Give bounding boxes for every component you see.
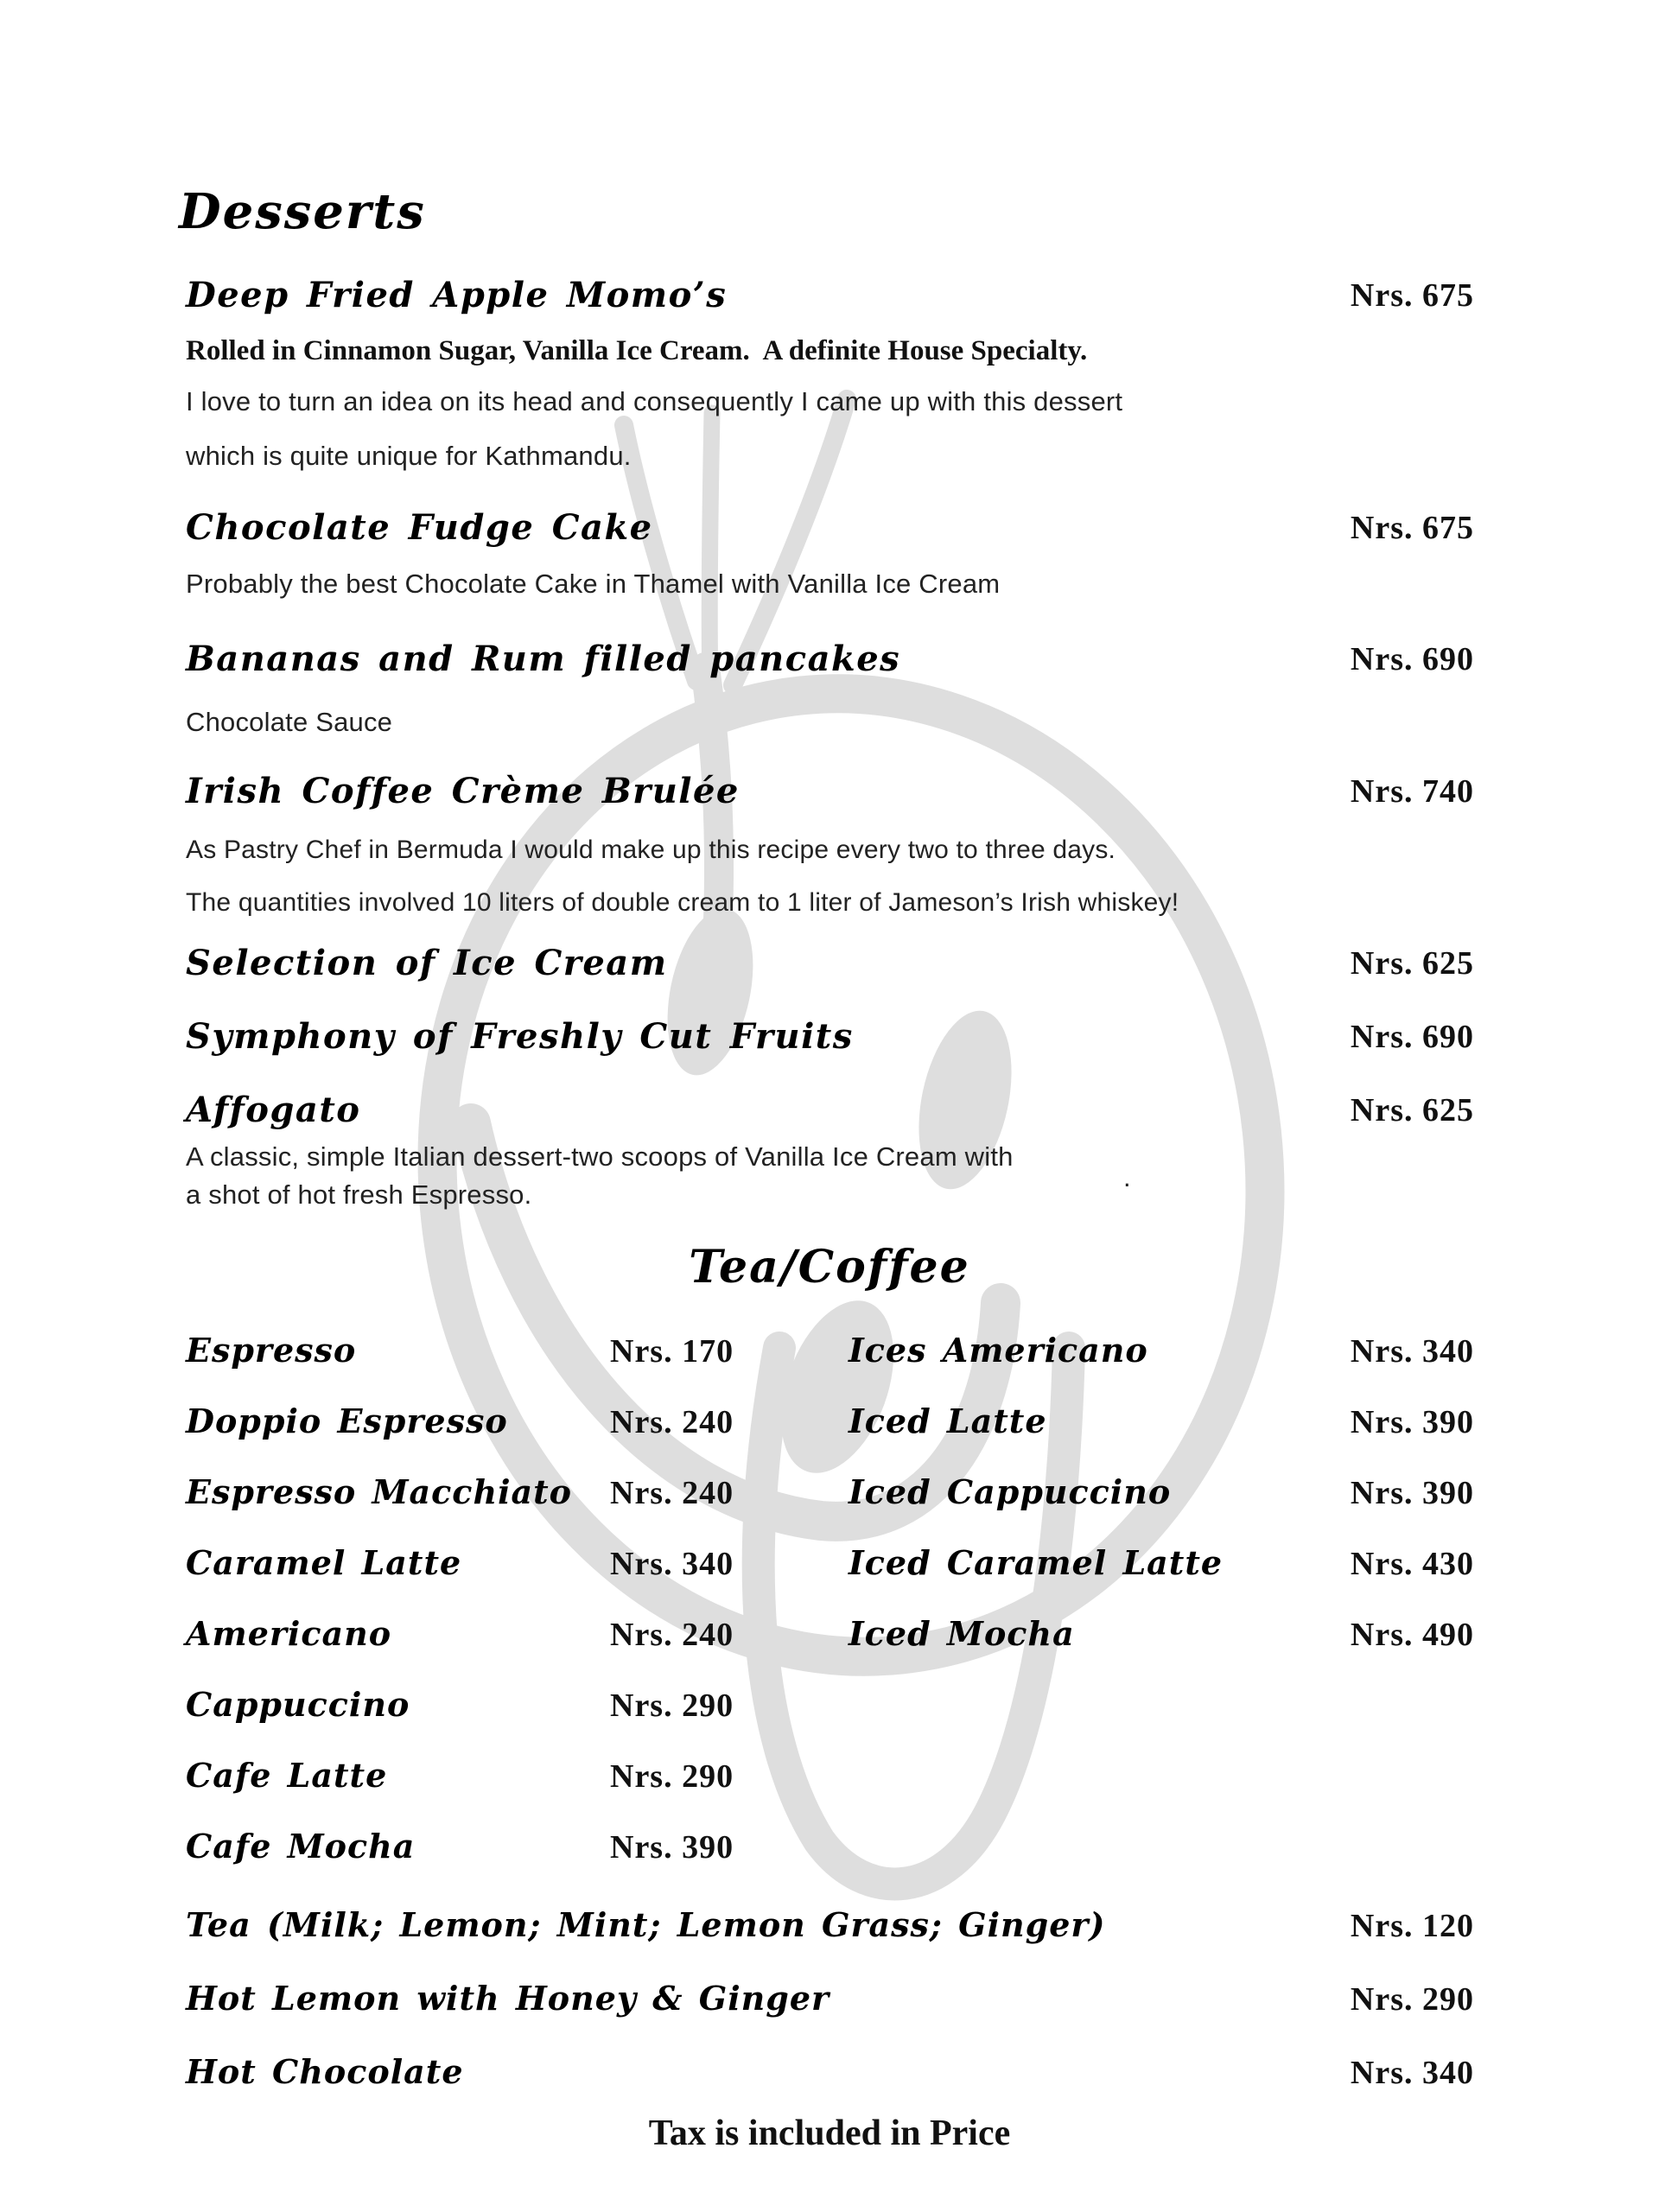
menu-item-name: Iced Caramel Latte [849,1543,1224,1582]
menu-item-name: Bananas and Rum filled pancakes [186,639,901,679]
menu-item-price: Nrs. 340 [610,1546,734,1582]
menu-item-name: Ices Americano [849,1331,1148,1370]
menu-item-name: Iced Cappuccino [849,1472,1172,1511]
menu-item-description: Probably the best Chocolate Cake in Thamel with Vanilla Ice Cream [186,569,1001,599]
menu-item-name: Americano [186,1614,392,1653]
stray-period-mark: . [1123,1162,1131,1192]
menu-item-name: Hot Lemon with Honey & Ginger [186,1979,830,2018]
menu-item-name: Deep Fried Apple Momo’s [186,275,728,315]
menu-item-name: Affogato [186,1090,361,1130]
menu-item-name: Iced Latte [849,1402,1047,1440]
menu-item-name: Espresso Macchiato [186,1472,573,1511]
menu-item-description: Chocolate Sauce [186,707,393,737]
menu-item-name: Cafe Mocha [186,1827,416,1866]
menu-item-price: Nrs. 240 [610,1404,734,1440]
menu-item-description: A classic, simple Italian dessert-two scoops of Vanilla Ice Cream with [186,1141,1014,1172]
menu-item-price: Nrs. 240 [610,1617,734,1653]
menu-item-name: Irish Coffee Crème Brulée [186,771,740,811]
menu-item-price: Nrs. 390 [1350,1404,1474,1440]
tax-included-note: Tax is included in Price [648,2113,1011,2153]
tea-coffee-section-title: Tea/Coffee [689,1241,970,1294]
menu-item-price: Nrs. 120 [1350,1908,1474,1944]
menu-item-price: Nrs. 625 [1350,945,1474,982]
menu-item-description: I love to turn an idea on its head and consequently I came up with this dessert [186,386,1123,416]
menu-item-name: Caramel Latte [186,1543,462,1582]
menu-item-name: Tea (Milk; Lemon; Mint; Lemon Grass; Ginger) [186,1905,1106,1944]
menu-item-description-bold: Rolled in Cinnamon Sugar, Vanilla Ice Cream. A definite House Specialty. [186,335,1088,366]
menu-item-price: Nrs. 390 [610,1829,734,1866]
menu-item-name: Cafe Latte [186,1756,388,1795]
menu-item-name: Cappuccino [186,1685,410,1724]
menu-item-name: Selection of Ice Cream [186,943,668,983]
menu-item-price: Nrs. 290 [610,1688,734,1724]
menu-item-price: Nrs. 740 [1350,773,1474,810]
menu-item-description: As Pastry Chef in Bermuda I would make up this recipe every two to three days. [186,836,1116,864]
menu-item-description: which is quite unique for Kathmandu. [186,441,632,471]
smiley-mouth-icon [471,1123,1001,1522]
menu-item-price: Nrs. 340 [1350,1333,1474,1370]
menu-item-name: Espresso [186,1331,357,1370]
menu-item-price: Nrs. 490 [1350,1617,1474,1653]
menu-item-price: Nrs. 690 [1350,1019,1474,1055]
menu-item-name: Hot Chocolate [186,2052,464,2091]
menu-item-price: Nrs. 390 [1350,1475,1474,1511]
menu-item-name: Chocolate Fudge Cake [186,507,653,548]
menu-item-price: Nrs. 290 [610,1758,734,1795]
menu-item-description: The quantities involved 10 liters of double cream to 1 liter of Jameson’s Irish whiskey! [186,888,1179,917]
menu-item-name: Symphony of Freshly Cut Fruits [186,1016,854,1057]
menu-item-price: Nrs. 625 [1350,1092,1474,1128]
menu-item-price: Nrs. 690 [1350,641,1474,677]
menu-item-name: Doppio Espresso [186,1402,508,1440]
menu-item-name: Iced Mocha [849,1614,1075,1653]
menu-item-price: Nrs. 675 [1350,277,1474,314]
menu-item-price: Nrs. 170 [610,1333,734,1370]
menu-item-price: Nrs. 290 [1350,1981,1474,2018]
menu-item-price: Nrs. 240 [610,1475,734,1511]
menu-item-price: Nrs. 675 [1350,510,1474,546]
desserts-section-title: Desserts [179,183,426,240]
menu-item-price: Nrs. 430 [1350,1546,1474,1582]
menu-item-price: Nrs. 340 [1350,2055,1474,2091]
menu-item-description: a shot of hot fresh Espresso. [186,1179,532,1210]
